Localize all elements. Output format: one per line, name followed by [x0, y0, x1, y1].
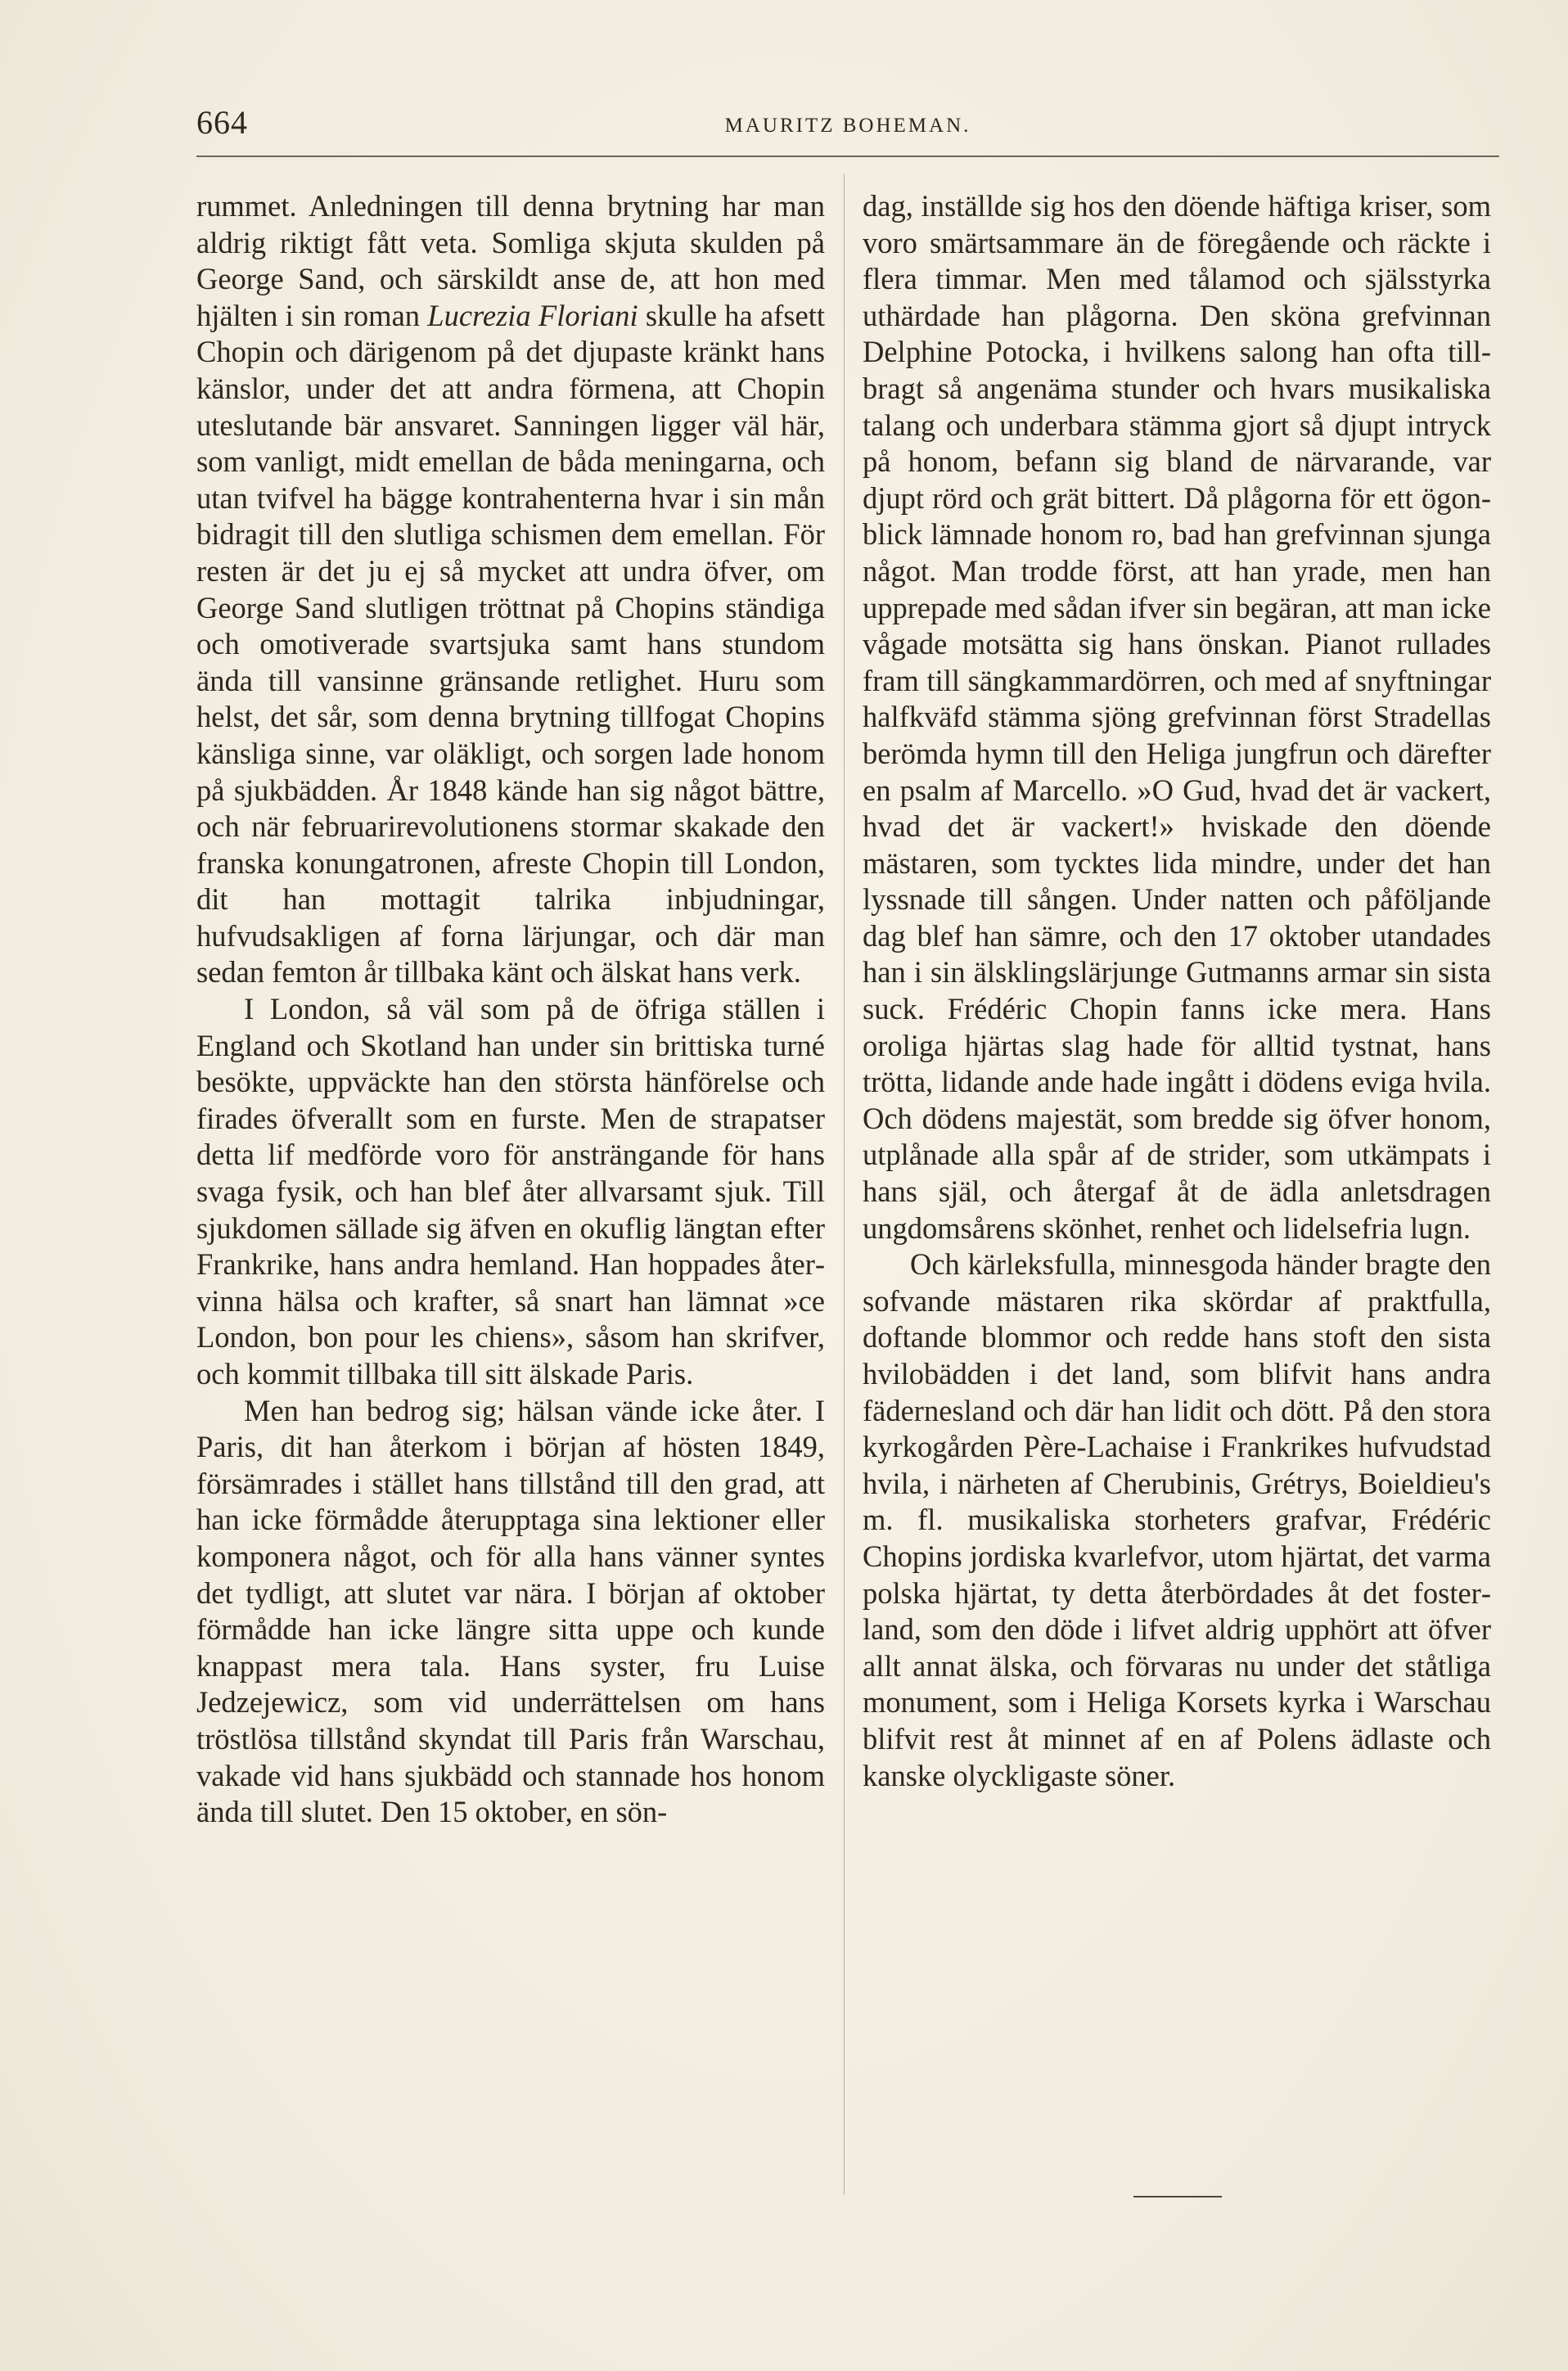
left-paragraph-1-end: skulle ha afsett Chopin och därigenom på det djupaste kränkt hans känslor, under det att andra förmena, att Chopin uteslutande bär ansvaret. Sanningen ligger väl här, som vanligt, midt emellan de båda meningarna, och utan tvifvel ha bägge kontrahenterna hvar i sin mån bidragit till den slutliga schismen dem emellan. För resten är det ju ej så mycket att undra öfver, om George Sand slutligen tröttnat på Chopins ständiga och omotiverade svartsjuka samt hans stundom ända till vansinne gränsande retlighet. Huru som helst, det sår, som denna brytning tillfogat Chopins känsliga sinne, var oläkligt, och sorgen lade honom på sjukbädden. År 1848 kände han sig något bättre, och när februarirevolutionens stormar skakade den franska konungatronen, afreste Chopin till London, dit han mottagit talrika inbjudningar, hufvudsakligen af forna lärjungar, och där man sedan femton år tillbaka känt och älskat hans verk.	[196, 298, 826, 989]
left-column	[196, 188, 825, 1831]
left-paragraph-1-start: rummet. Anledningen till denna brytning har man aldrig riktigt fått veta. Somliga skjuta skulden på George Sand, och särskildt anse de, att hon med hjälten i sin roman	[196, 189, 825, 332]
left-paragraph-2: I London, så väl som på de öfriga ställen i England och Skotland han under sin brittiska turné besökte, uppväckte han den största hänförelse och firades öfverallt som en furste. Men de strapatser detta lif medförde voro för ansträngande för hans svaga fysik, och han blef åter allvarsamt sjuk. Till sjukdomen sällade sig äfven en okuflig längtan efter Frankrike, hans andra hemland. Han hoppades återvinna hälsa och krafter, så snart han lämnat »ce London, bon pour les chiens», såsom han skrifver, och kommit tillbaka till sitt älskade Paris.	[196, 992, 825, 1391]
left-paragraph-1	[196, 188, 825, 991]
page-header	[196, 97, 1499, 146]
running-head: MAURITZ BOHEMAN.	[724, 115, 971, 137]
left-paragraph-3: Men han bedrog sig; hälsan vände icke åter. I Paris, dit han återkom i början af hösten 1849, försämrades i stället hans tillstånd till den grad, att han icke förmådde återupptaga sina lektioner eller komponera något, och för alla hans vänner syntes det tydligt, att slutet var nära. I början af oktober förmådde han icke längre sitta uppe och kunde knappast mera tala. Hans syster, fru Luise Jedzejewicz, som vid underrättelsen om hans tröstlösa tillstånd skyndat till Paris från Warschau, vakade vid hans sjukbädd och stannade hos honom ända till slutet. Den 15 oktober, en sön-	[196, 1393, 825, 1829]
right-column	[863, 188, 1491, 1794]
end-rule	[1133, 2196, 1222, 2197]
header-rule	[196, 156, 1499, 157]
novel-title: Lucrezia Floriani	[427, 298, 638, 332]
page-number: 664	[196, 104, 248, 141]
right-paragraph-1: dag, inställde sig hos den döende häftiga kriser, som voro smärtsammare än de föregående och räckte i flera timmar. Men med tålamod och själsstyrka uthärdade han plågorna. Den sköna grefvinnan Delphine Potocka, i hvilkens salong han ofta tillbragt så angenäma stunder och hvars musikaliska talang och underbara stämma gjort så djupt intryck på honom, befann sig bland de närvarande, var djupt rörd och grät bittert. Då plågorna för ett ögonblick lämnade honom ro, bad han grefvinnan sjunga något. Man trodde först, att han yrade, men han upprepade med sådan ifver sin begäran, att man icke vågade motsätta sig hans önskan. Pianot rullades fram till sängkammardörren, och med af snyftningar halfkväfd stämma sjöng grefvinnan först Stradellas berömda hymn till den Heliga jungfrun och därefter en psalm af Marcello. »O Gud, hvad det är vackert, hvad det är vackert!» hviskade den döende mästaren, som tycktes lida mindre, under det han lyssnade till sången. Under natten och påföljande dag blef han sämre, och den 17 oktober utandades han i sin älsklingslärjunge Gutmanns armar sin sista suck. Frédéric Chopin fanns icke mera. Hans oroliga hjärtas slag hade för alltid tystnat, hans trötta, lidande ande hade ingått i dödens eviga hvila. Och dödens majestät, som bredde sig öfver honom, utplånade alla spår af de strider, som utkämpats i hans själ, och återgaf åt de ädla anletsdragen ungdomsårens skönhet, renhet och lidelsefria lugn.	[863, 189, 1491, 1245]
right-paragraph-2: Och kärleksfulla, minnesgoda händer bragte den sofvande mästaren rika skördar af praktfulla, doftande blommor och redde hans stoft den sista hvilobädden i det land, som blifvit hans andra fädernesland och där han lidit och dött. På den stora kyrkogården Père-Lachaise i Frankrikes hufvudstad hvila, i närheten af Cherubinis, Grétrys, Boieldieu's m. fl. musikaliska storheters grafvar, Frédéric Chopins jordiska kvarlefvor, utom hjärtat, det varma polska hjärtat, ty detta återbördades åt det fosterland, som den döde i lifvet aldrig upphört att öfver allt annat älska, och förvaras nu under det ståtliga monument, som i Heliga Korsets kyrka i Warschau blifvit rest åt minnet af en af Polens ädlaste och kanske olyckligaste söner.	[863, 1247, 1491, 1792]
column-rule	[844, 174, 845, 2195]
